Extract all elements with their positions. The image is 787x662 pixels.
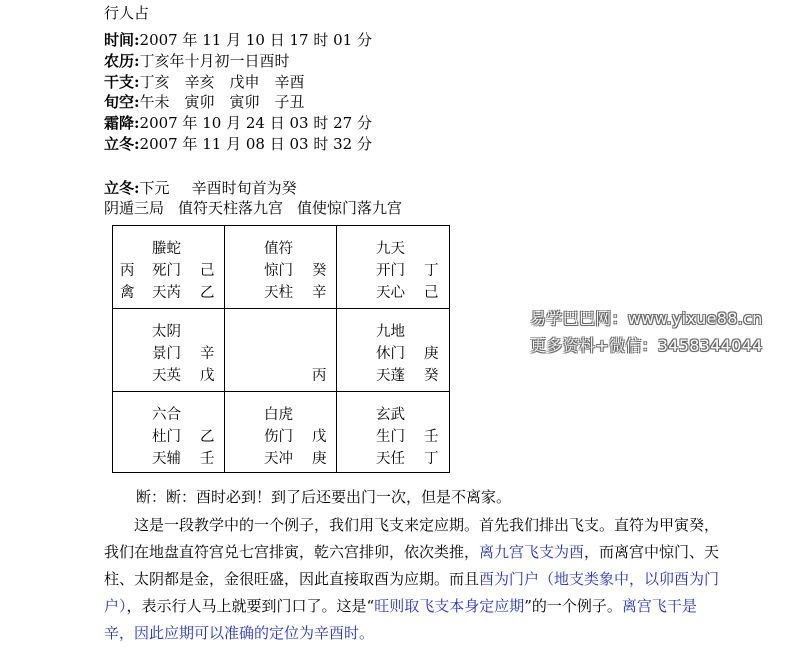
palace-star: 天任 bbox=[376, 451, 405, 467]
watermark-line-1: 易学巴巴网：www.yixue88.cn bbox=[530, 309, 763, 328]
palace-god: 玄武 bbox=[376, 407, 405, 423]
palace-door: 死门 bbox=[152, 263, 181, 279]
palace-cell bbox=[112, 308, 224, 391]
palace-star-stem: 壬 bbox=[200, 451, 215, 467]
ju-zhifu: 值符天柱落九宫 bbox=[178, 199, 284, 217]
palace-cell bbox=[112, 225, 224, 308]
palace-star: 天柱 bbox=[264, 285, 293, 301]
ju-dun: 阴遁三局 bbox=[104, 199, 165, 217]
palace-cell bbox=[224, 391, 336, 474]
info-label: 时间: bbox=[104, 31, 140, 49]
highlighted-text: 旺则取飞支本身定应期 bbox=[374, 597, 525, 615]
palace-door-stem: 丁 bbox=[424, 263, 439, 279]
ju-line-1 bbox=[104, 177, 297, 198]
info-value: 丁亥年十月初一日酉时 bbox=[139, 51, 290, 70]
palace-door: 杜门 bbox=[152, 429, 181, 445]
palace-cell bbox=[112, 391, 224, 474]
info-value: 2007 年 11 月 10 日 17 时 01 分 bbox=[139, 31, 372, 49]
info-label: 旬空: bbox=[104, 93, 140, 112]
palace-cell bbox=[336, 308, 448, 391]
palace-god: 白虎 bbox=[264, 407, 293, 423]
palace-door-stem: 庚 bbox=[424, 346, 439, 362]
palace-star: 天冲 bbox=[264, 451, 293, 467]
qimen-grid bbox=[112, 225, 450, 473]
palace-door: 惊门 bbox=[264, 263, 293, 279]
info-row-shuangjiang bbox=[104, 113, 372, 134]
palace-cell bbox=[224, 308, 336, 391]
paragraph-text: ”的一个例子。 bbox=[524, 597, 622, 615]
palace-earth-stem: 禽 bbox=[120, 285, 135, 301]
watermark-line-2: 更多资料+微信：3458344044 bbox=[530, 336, 763, 355]
palace-god: 值符 bbox=[264, 241, 293, 257]
judgment-text: 断：断：酉时必到！到了后还要出门一次，但是不离家。 bbox=[136, 488, 512, 506]
info-label: 霜降: bbox=[104, 114, 140, 133]
palace-god: 九地 bbox=[376, 324, 405, 340]
palace-star-stem: 己 bbox=[424, 285, 439, 301]
info-value: 午未 寅卯 寅卯 子丑 bbox=[139, 93, 305, 112]
ju-label: 立冬: bbox=[104, 179, 140, 197]
palace-star-stem: 丙 bbox=[312, 368, 327, 384]
palace-cell bbox=[336, 225, 448, 308]
palace-star: 天芮 bbox=[152, 285, 181, 301]
palace-star-stem: 丁 bbox=[424, 451, 439, 467]
palace-star-stem: 辛 bbox=[312, 285, 327, 301]
info-label: 农历: bbox=[104, 51, 140, 70]
info-row-xunkong bbox=[104, 92, 372, 113]
info-label: 干支: bbox=[104, 72, 140, 91]
palace-door-stem: 壬 bbox=[424, 429, 439, 445]
palace-star-stem: 乙 bbox=[200, 285, 215, 301]
palace-star-stem: 癸 bbox=[424, 368, 439, 384]
paragraph-text: 这是一段教学中的一个例子，我们用飞支来定应期。首先我们排出飞支。直符为甲寅癸，我们在地盘直符宫兑七宫排寅，乾六宫排卯，依次类推， bbox=[104, 516, 720, 561]
highlighted-text: 离宫飞干是辛，因此应期可以准确的定位为辛酉时。 bbox=[104, 597, 697, 642]
info-block bbox=[104, 30, 372, 155]
palace-door-stem: 乙 bbox=[200, 429, 215, 445]
palace-cell bbox=[224, 225, 336, 308]
paragraph-text: ，表示行人马上就要到门口了。这是“ bbox=[126, 597, 375, 615]
palace-door-stem: 己 bbox=[200, 263, 215, 279]
palace-star-stem: 戊 bbox=[200, 368, 215, 384]
info-row-lidong bbox=[104, 134, 372, 155]
palace-god: 九天 bbox=[376, 241, 405, 257]
palace-god: 螣蛇 bbox=[152, 241, 181, 257]
palace-door: 生门 bbox=[376, 429, 405, 445]
info-value: 丁亥 辛亥 戊申 辛酉 bbox=[139, 72, 305, 91]
palace-star: 天蓬 bbox=[376, 368, 405, 384]
palace-star: 天辅 bbox=[152, 451, 181, 467]
ju-zhishi: 值使惊门落九宫 bbox=[297, 199, 403, 217]
analysis-paragraph bbox=[104, 512, 724, 647]
document-title: 行人占 bbox=[104, 4, 150, 22]
info-value: 2007 年 11 月 08 日 03 时 32 分 bbox=[139, 134, 372, 153]
info-row-time bbox=[104, 30, 372, 51]
palace-star: 天心 bbox=[376, 285, 405, 301]
palace-door: 景门 bbox=[152, 346, 181, 362]
palace-door-stem: 戊 bbox=[312, 429, 327, 445]
paragraph-text: ，而离宫中惊门、天柱、太阴都是金，金很旺盛，因此直接取酉为应期。而且 bbox=[104, 543, 720, 588]
palace-star: 天英 bbox=[152, 368, 181, 384]
palace-door-stem: 辛 bbox=[200, 346, 215, 362]
palace-door: 开门 bbox=[376, 263, 405, 279]
palace-star-stem: 庚 bbox=[312, 451, 327, 467]
palace-door-stem: 癸 bbox=[312, 263, 327, 279]
highlighted-text: 离九宫飞支为酉 bbox=[479, 543, 585, 561]
palace-god: 六合 bbox=[152, 407, 181, 423]
palace-heaven-stem: 丙 bbox=[120, 263, 135, 279]
palace-door: 休门 bbox=[376, 346, 405, 362]
ju-line-2 bbox=[104, 197, 402, 218]
info-row-ganzhi bbox=[104, 72, 372, 93]
grid-line bbox=[449, 225, 450, 473]
info-label: 立冬: bbox=[104, 134, 140, 153]
ju-yuan: 下元 bbox=[139, 179, 170, 197]
info-row-lunar bbox=[104, 51, 372, 72]
ju-xun: 辛酉时旬首为癸 bbox=[191, 179, 297, 197]
info-value: 2007 年 10 月 24 日 03 时 27 分 bbox=[139, 114, 372, 133]
highlighted-text: 酉为门户（地支类象中，以卯酉为门户） bbox=[104, 570, 720, 615]
palace-god: 太阴 bbox=[152, 324, 181, 340]
palace-door: 伤门 bbox=[264, 429, 293, 445]
palace-cell bbox=[336, 391, 448, 474]
